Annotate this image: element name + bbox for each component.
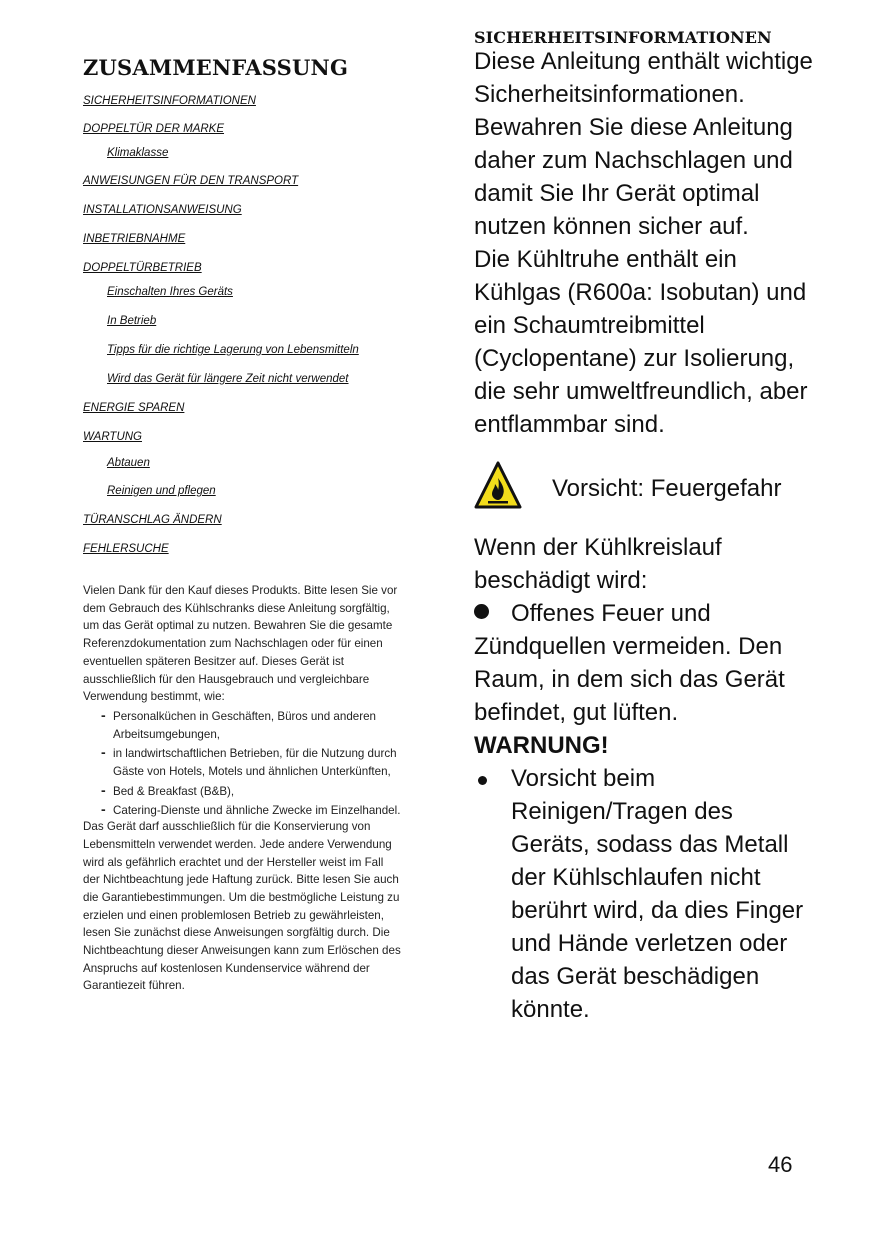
bullet-icon — [478, 776, 487, 785]
toc-title: ZUSAMMENFASSUNG — [83, 55, 349, 80]
list-item: - Personalküchen in Geschäften, Büros und anderen Arbeitsumgebungen, — [83, 708, 403, 743]
toc-link-in-betrieb[interactable]: In Betrieb — [107, 315, 157, 327]
toc-link-sicherheitsinformationen[interactable]: SICHERHEITSINFORMATIONEN — [83, 95, 256, 107]
toc-link-doppeltuerbetrieb[interactable]: DOPPELTÜRBETRIEB — [83, 262, 202, 274]
intro-paragraph: Vielen Dank für den Kauf dieses Produkts. Bitte lesen Sie vor dem Gebrauch des Kühlschranks diese Anleitung sorgfältig, um das Gerät optimal zu nutzen. Bewahren Sie die gesamte Referenzdokumentation zum Nachschlagen oder für einen eventuellen späteren Besitzer auf. Dieses Gerät ist ausschließlich für den Hausgebrauch und vergleichbare Verwendung bestimmt, wie: — [83, 584, 398, 704]
toc-link-installationsanweisung[interactable]: INSTALLATIONSANWEISUNG — [83, 204, 242, 216]
warning-label: WARNUNG! — [474, 732, 609, 759]
bullet-text: Offenes Feuer und — [511, 600, 711, 627]
toc-link-fehlersuche[interactable]: FEHLERSUCHE — [83, 543, 169, 555]
toc-link-tueranschlag[interactable]: TÜRANSCHLAG ÄNDERN — [83, 514, 222, 526]
toc-link-transport[interactable]: ANWEISUNGEN FÜR DEN TRANSPORT — [83, 175, 299, 187]
toc-link-energie-sparen[interactable]: ENERGIE SPAREN — [83, 402, 185, 414]
toc-link-klimaklasse[interactable]: Klimaklasse — [107, 147, 169, 159]
list-item: - Bed & Breakfast (B&B), — [83, 783, 403, 801]
toc-link-wartung[interactable]: WARTUNG — [83, 431, 142, 443]
right-column — [474, 28, 814, 1026]
left-column — [83, 55, 403, 995]
bullet-item — [474, 597, 814, 630]
list-item: - in landwirtschaftlichen Betrieben, für die Nutzung durch Gäste von Hotels, Motels und ähnlichen Unterkünften, — [83, 745, 403, 780]
list-item: - Catering-Dienste und ähnliche Zwecke im Einzelhandel. — [83, 802, 403, 820]
table-of-contents — [83, 94, 403, 556]
flammable-warning-icon — [474, 461, 522, 511]
ignition-paragraph: Zündquellen vermeiden. Den Raum, in dem sich das Gerät befindet, gut lüften. — [474, 633, 785, 726]
bullet-icon — [474, 604, 489, 619]
intro-paragraph-2: Das Gerät darf ausschließlich für die Konservierung von Lebensmitteln verwendet werden. Jede andere Verwendung wird als gefährlich erachtet und der Hersteller weist im Fall der Nichtbeachtung jede Haftung zurück. Bitte lesen Sie auch die Garantiebestimmungen. Um die bestmögliche Leistung zu erzielen und einen problemlosen Betrieb zu gewährleisten, lesen Sie zunächst diese Anweisungen sorgfältig durch. Die Nichtbeachtung dieser Anweisungen kann zum Erlöschen des Anspruchs auf kostenlosen Kundenservice während der Garantiezeit führen. — [83, 820, 401, 993]
toc-link-abtauen[interactable]: Abtauen — [107, 457, 150, 469]
usage-list — [83, 708, 403, 820]
intro-text — [83, 582, 403, 995]
toc-link-doppeltuer-der-marke[interactable]: DOPPELTÜR DER MARKE — [83, 123, 225, 135]
safety-paragraph: Diese Anleitung enthält wichtige Sicherheitsinformationen. Bewahren Sie diese Anleitung daher zum Nachschlagen und damit Sie Ihr Gerät optimal nutzen können sicher auf. — [474, 48, 813, 240]
fire-warning — [474, 461, 814, 511]
bullet-item — [474, 762, 814, 1026]
gas-paragraph: Die Kühltruhe enthält ein Kühlgas (R600a: Isobutan) und ein Schaumtreibmittel (Cyclopentane) zur Isolierung, die sehr umweltfreundlich, aber entflammbar sind. — [474, 246, 808, 438]
bullet-text: Vorsicht beim Reinigen/Tragen des Geräts, sodass das Metall der Kühlschlaufen nicht berührt wird, da dies Finger und Hände verletzen oder das Gerät beschädigen könnte. — [511, 765, 804, 1023]
caution-label: Vorsicht: Feuergefahr — [552, 475, 782, 502]
toc-link-reinigen[interactable]: Reinigen und pflegen — [107, 485, 216, 497]
toc-link-laengere-zeit[interactable]: Wird das Gerät für längere Zeit nicht verwendet — [107, 373, 349, 385]
toc-link-lagerung-tipps[interactable]: Tipps für die richtige Lagerung von Lebensmitteln — [107, 344, 359, 356]
page-number: 46 — [768, 1152, 793, 1177]
section-heading: SICHERHEITSINFORMATIONEN — [474, 28, 772, 47]
toc-link-einschalten[interactable]: Einschalten Ihres Geräts — [107, 286, 233, 298]
toc-link-inbetriebnahme[interactable]: INBETRIEBNAHME — [83, 233, 186, 245]
damage-paragraph: Wenn der Kühlkreislauf beschädigt wird: — [474, 534, 722, 594]
